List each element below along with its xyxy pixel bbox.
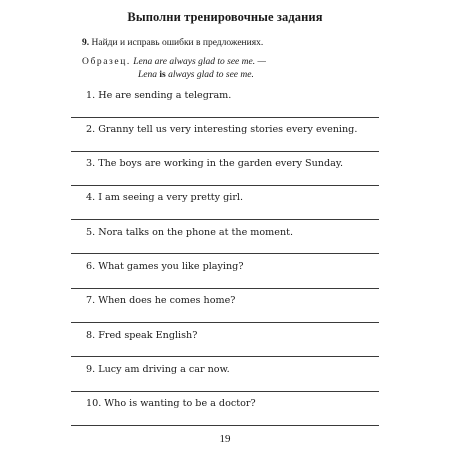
answer-line[interactable] — [71, 356, 379, 357]
sample-fixed-before: Lena — [138, 70, 160, 80]
answer-line[interactable] — [71, 288, 379, 289]
exercise-sentence: 9. Lucy am driving a car now. — [86, 364, 230, 375]
answer-line[interactable] — [71, 151, 379, 152]
answer-line[interactable] — [71, 322, 379, 323]
answer-line[interactable] — [71, 219, 379, 220]
exercise-sentence: 10. Who is wanting to be a doctor? — [86, 398, 256, 409]
task-number: 9. — [82, 38, 90, 48]
answer-line[interactable] — [71, 253, 379, 254]
answer-line[interactable] — [71, 185, 379, 186]
exercise-sentence: 5. Nora talks on the phone at the moment. — [86, 227, 294, 238]
answer-line[interactable] — [71, 391, 379, 392]
sample-wrong: Lena are always glad to see me. — — [133, 57, 266, 67]
sample-fixed-after: always glad to see me. — [165, 70, 254, 80]
exercise-sentence: 7. When does he comes home? — [86, 295, 236, 306]
exercise-sentence: 4. I am seeing a very pretty girl. — [86, 192, 244, 203]
page-title: Выполни тренировочные задания — [127, 10, 323, 24]
answer-line[interactable] — [71, 117, 379, 118]
exercise-sentence: 3. The boys are working in the garden every Sunday. — [86, 158, 344, 169]
exercise-sentence: 6. What games you like playing? — [86, 261, 244, 272]
exercise-sentence: 1. He are sending a telegram. — [86, 90, 232, 101]
sample-fixed-bold: is — [159, 70, 166, 80]
page-number: 19 — [219, 433, 231, 445]
exercise-sentence: 2. Granny tell us very interesting stories every evening. — [86, 124, 358, 135]
exercise-sentence: 8. Fred speak English? — [86, 330, 198, 341]
answer-line[interactable] — [71, 425, 379, 426]
sample-label: Образец. — [82, 57, 131, 67]
task-text: Найди и исправь ошибки в предложениях. — [91, 38, 264, 48]
